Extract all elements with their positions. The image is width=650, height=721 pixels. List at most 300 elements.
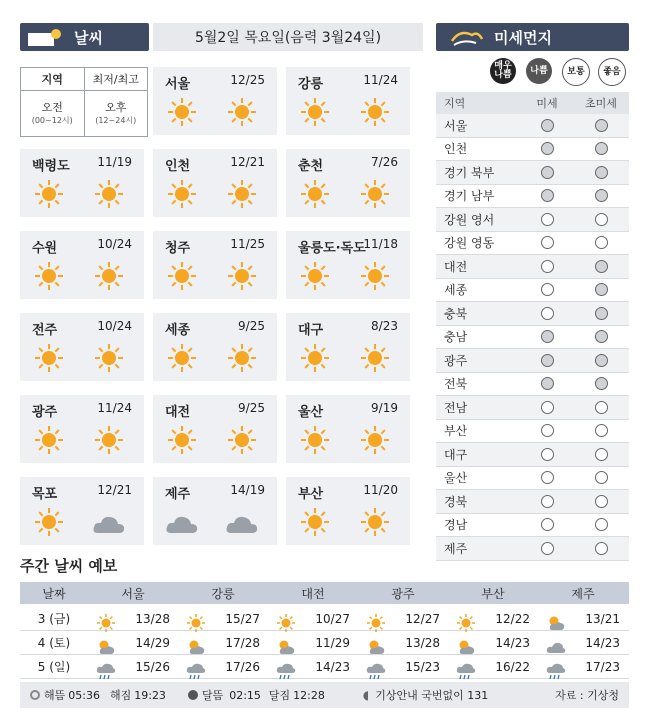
weekly-table-header bbox=[20, 582, 629, 604]
pm10-dot bbox=[541, 236, 554, 249]
city-cell bbox=[286, 149, 410, 217]
legend-pm-label: 오후 bbox=[105, 100, 127, 114]
sunny-icon bbox=[186, 614, 206, 632]
pm25-cell bbox=[574, 448, 628, 461]
dust-level-normal: 보통 bbox=[562, 58, 590, 86]
pm10-dot bbox=[541, 307, 554, 320]
dust-region: 대전 bbox=[444, 259, 468, 274]
city-temp: 10/24 bbox=[97, 237, 132, 251]
city-name: 전주 bbox=[32, 323, 58, 338]
dust-row bbox=[436, 326, 629, 350]
weekly-temp: 15/23 bbox=[405, 659, 440, 674]
dust-row bbox=[436, 373, 629, 397]
city-name: 서울 bbox=[165, 77, 191, 92]
pm25-dot bbox=[595, 260, 608, 273]
pm25-dot bbox=[595, 142, 608, 155]
dust-row bbox=[436, 537, 629, 561]
pm10-cell bbox=[520, 213, 574, 226]
sunny-icon bbox=[167, 425, 197, 455]
weekly-cell bbox=[448, 660, 538, 674]
legend-am-label: 오전 bbox=[41, 100, 63, 114]
city-cell bbox=[286, 477, 410, 545]
pm10-dot bbox=[541, 283, 554, 296]
sunset-label: 해짐 bbox=[109, 689, 132, 702]
dust-col-pm10: 미세 bbox=[536, 97, 558, 110]
cloudy-icon bbox=[92, 513, 126, 535]
weekly-temp: 16/22 bbox=[495, 659, 530, 674]
dust-row bbox=[436, 443, 629, 467]
sunny-icon bbox=[300, 97, 330, 127]
pm10-cell bbox=[520, 354, 574, 367]
pm10-dot bbox=[541, 330, 554, 343]
dust-row bbox=[436, 255, 629, 279]
pm10-dot bbox=[541, 471, 554, 484]
dust-region: 제주 bbox=[444, 541, 468, 556]
dust-row bbox=[436, 279, 629, 303]
city-cell bbox=[153, 477, 277, 545]
city-name: 울산 bbox=[298, 405, 324, 420]
weekly-cell bbox=[88, 612, 178, 626]
weekly-temp: 10/27 bbox=[315, 611, 350, 626]
pm10-cell bbox=[520, 518, 574, 531]
weekly-temp: 12/22 bbox=[495, 611, 530, 626]
city-temp: 10/24 bbox=[97, 319, 132, 333]
dust-region: 강원 영동 bbox=[444, 236, 495, 251]
pm25-cell bbox=[574, 424, 628, 437]
weekly-col-city: 대전 bbox=[301, 586, 325, 601]
city-temp: 11/24 bbox=[363, 73, 398, 87]
pm10-cell bbox=[520, 283, 574, 296]
info-line: 기상안내 국번없이 131 bbox=[375, 689, 489, 702]
sunny-icon bbox=[300, 343, 330, 373]
pm10-cell bbox=[520, 166, 574, 179]
sunny-icon bbox=[227, 343, 257, 373]
weekly-day: 3 (금) bbox=[37, 612, 71, 626]
pm10-cell bbox=[520, 542, 574, 555]
sunny-icon bbox=[360, 261, 390, 291]
pm25-dot bbox=[595, 518, 608, 531]
weekly-temp: 14/29 bbox=[135, 635, 170, 650]
weekly-col-city: 부산 bbox=[481, 586, 505, 601]
dust-row bbox=[436, 396, 629, 420]
pm10-dot bbox=[541, 142, 554, 155]
city-temp: 9/25 bbox=[238, 401, 265, 415]
weekly-temp: 17/28 bbox=[225, 635, 260, 650]
pm10-cell bbox=[520, 495, 574, 508]
weekly-col-date: 날짜 bbox=[42, 586, 66, 601]
sunrise-label: 해뜸 bbox=[44, 689, 66, 702]
pm10-dot bbox=[541, 213, 554, 226]
weekly-temp: 13/21 bbox=[585, 611, 620, 626]
dust-table-header bbox=[436, 92, 629, 114]
partly-icon bbox=[456, 638, 476, 656]
city-temp: 7/26 bbox=[371, 155, 398, 169]
rain-icon bbox=[366, 662, 386, 680]
pm10-cell bbox=[520, 189, 574, 202]
weekly-cell bbox=[178, 636, 268, 650]
sunny-icon bbox=[300, 425, 330, 455]
dust-region: 경기 북부 bbox=[444, 165, 495, 180]
dust-row bbox=[436, 208, 629, 232]
dust-header bbox=[436, 23, 629, 51]
city-cell bbox=[153, 313, 277, 381]
pm25-dot bbox=[595, 471, 608, 484]
sunny-icon bbox=[94, 343, 124, 373]
city-cell bbox=[286, 395, 410, 463]
city-temp: 9/25 bbox=[238, 319, 265, 333]
pm10-dot bbox=[541, 354, 554, 367]
partly-icon bbox=[96, 638, 116, 656]
sunny-icon bbox=[167, 261, 197, 291]
weekly-cell bbox=[538, 612, 628, 626]
city-name: 울릉도·독도 bbox=[298, 241, 366, 256]
pm10-cell bbox=[520, 260, 574, 273]
partly-icon bbox=[546, 614, 566, 632]
pm10-dot bbox=[541, 401, 554, 414]
dust-region: 세종 bbox=[444, 283, 468, 298]
dust-title: 미세먼지 bbox=[494, 28, 552, 47]
pm25-cell bbox=[574, 283, 628, 296]
pm10-cell bbox=[520, 377, 574, 390]
sunny-icon bbox=[227, 179, 257, 209]
pm25-cell bbox=[574, 330, 628, 343]
sunny-icon bbox=[300, 261, 330, 291]
weekly-col-city: 강릉 bbox=[211, 586, 235, 601]
pm25-dot bbox=[595, 401, 608, 414]
pm10-cell bbox=[520, 236, 574, 249]
weekly-temp: 17/26 bbox=[225, 659, 260, 674]
weekly-row bbox=[20, 655, 629, 679]
weekly-row bbox=[20, 631, 629, 655]
dust-table bbox=[436, 92, 629, 561]
city-cell bbox=[20, 313, 144, 381]
sunset-time: 19:23 bbox=[134, 688, 166, 702]
cloudy-icon bbox=[225, 513, 259, 535]
weekly-cell bbox=[448, 612, 538, 626]
city-name: 대전 bbox=[165, 405, 191, 420]
weekly-temp: 14/23 bbox=[495, 635, 530, 650]
dust-col-region: 지역 bbox=[444, 97, 466, 110]
city-temp: 11/25 bbox=[230, 237, 265, 251]
weekly-temp: 14/23 bbox=[315, 659, 350, 674]
pm10-dot bbox=[541, 542, 554, 555]
sunny-icon bbox=[456, 614, 476, 632]
sunny-icon bbox=[360, 343, 390, 373]
pm10-dot bbox=[541, 518, 554, 531]
pm10-cell bbox=[520, 448, 574, 461]
pm25-cell bbox=[574, 401, 628, 414]
dust-row bbox=[436, 302, 629, 326]
pm10-cell bbox=[520, 401, 574, 414]
sunny-icon bbox=[34, 179, 64, 209]
dust-region: 경기 남부 bbox=[444, 189, 495, 204]
sunny-icon bbox=[227, 261, 257, 291]
cloudy-icon bbox=[546, 638, 566, 656]
weather-title: 날씨 bbox=[74, 28, 103, 47]
pm25-dot bbox=[595, 377, 608, 390]
dust-level-very-bad: 매우 나쁨 bbox=[490, 58, 516, 84]
rain-icon bbox=[546, 662, 566, 680]
dust-row bbox=[436, 161, 629, 185]
city-temp: 12/25 bbox=[230, 73, 265, 87]
dust-region: 서울 bbox=[444, 118, 468, 133]
dust-region: 전북 bbox=[444, 377, 468, 392]
city-name: 백령도 bbox=[32, 159, 70, 174]
phone-icon: ◖ bbox=[362, 688, 370, 702]
sunny-icon bbox=[276, 614, 296, 632]
partly-icon bbox=[366, 638, 386, 656]
rain-icon bbox=[96, 662, 116, 680]
dust-row bbox=[436, 514, 629, 538]
pm25-cell bbox=[574, 354, 628, 367]
sunny-icon bbox=[227, 425, 257, 455]
dust-region: 충북 bbox=[444, 306, 468, 321]
city-name: 목포 bbox=[32, 487, 58, 502]
pm25-dot bbox=[595, 213, 608, 226]
pm10-cell bbox=[520, 119, 574, 132]
weekly-temp: 15/27 bbox=[225, 611, 260, 626]
date-line: 5월2일 목요일(음력 3월24일) bbox=[153, 23, 423, 51]
legend-am-sub: (00~12시) bbox=[31, 115, 73, 125]
pm25-cell bbox=[574, 213, 628, 226]
pm25-cell bbox=[574, 260, 628, 273]
weekly-cell bbox=[88, 636, 178, 650]
weekly-temp: 11/29 bbox=[315, 635, 350, 650]
dust-row bbox=[436, 467, 629, 491]
legend-pm-sub: (12~24시) bbox=[95, 115, 137, 125]
dust-level-good: 좋음 bbox=[598, 58, 626, 86]
sunny-icon bbox=[360, 425, 390, 455]
pm10-cell bbox=[520, 471, 574, 484]
footer-bar bbox=[20, 682, 629, 708]
pm25-dot bbox=[595, 166, 608, 179]
sunny-icon bbox=[94, 425, 124, 455]
dust-region: 강원 영서 bbox=[444, 212, 495, 227]
moonset-label: 달짐 bbox=[268, 689, 291, 702]
weekly-cell bbox=[268, 660, 358, 674]
weekly-col-city: 서울 bbox=[121, 586, 145, 601]
pm10-dot bbox=[541, 424, 554, 437]
weekly-cell bbox=[88, 660, 178, 674]
pm25-cell bbox=[574, 189, 628, 202]
city-cell bbox=[153, 67, 277, 135]
city-cell bbox=[286, 231, 410, 299]
pm25-cell bbox=[574, 236, 628, 249]
pm10-dot bbox=[541, 495, 554, 508]
city-cell bbox=[20, 149, 144, 217]
city-name: 청주 bbox=[165, 241, 191, 256]
dust-region: 경북 bbox=[444, 494, 468, 509]
pm25-dot bbox=[595, 330, 608, 343]
dust-row bbox=[436, 420, 629, 444]
city-name: 인천 bbox=[165, 159, 191, 174]
pm25-cell bbox=[574, 142, 628, 155]
dust-row bbox=[436, 232, 629, 256]
city-temp: 11/19 bbox=[97, 155, 132, 169]
dust-region: 부산 bbox=[444, 424, 468, 439]
dust-row bbox=[436, 185, 629, 209]
pm10-cell bbox=[520, 424, 574, 437]
pm25-dot bbox=[595, 307, 608, 320]
city-name: 강릉 bbox=[298, 77, 324, 92]
sunny-icon bbox=[34, 343, 64, 373]
weekly-temp: 13/28 bbox=[135, 611, 170, 626]
pm10-cell bbox=[520, 142, 574, 155]
rain-icon bbox=[456, 662, 476, 680]
weekly-title: 주간 날씨 예보 bbox=[20, 557, 118, 575]
sunny-icon bbox=[94, 179, 124, 209]
city-name: 세종 bbox=[165, 323, 191, 338]
dust-row bbox=[436, 490, 629, 514]
rain-icon bbox=[186, 662, 206, 680]
sunny-icon bbox=[360, 179, 390, 209]
pm25-dot bbox=[595, 236, 608, 249]
city-name: 광주 bbox=[32, 405, 58, 420]
pm25-cell bbox=[574, 377, 628, 390]
sunny-icon bbox=[360, 507, 390, 537]
pm25-cell bbox=[574, 119, 628, 132]
sunny-icon bbox=[300, 179, 330, 209]
pm25-cell bbox=[574, 307, 628, 320]
weekly-cell bbox=[448, 636, 538, 650]
weekly-cell bbox=[358, 660, 448, 674]
dust-level-bad: 나쁨 bbox=[526, 58, 552, 84]
dust-col-pm25: 초미세 bbox=[585, 97, 617, 110]
dust-region: 경남 bbox=[444, 518, 468, 533]
weekly-cell bbox=[538, 636, 628, 650]
partly-icon bbox=[276, 638, 296, 656]
sunny-icon bbox=[366, 614, 386, 632]
city-temp: 8/23 bbox=[371, 319, 398, 333]
city-name: 부산 bbox=[298, 487, 324, 502]
dust-row bbox=[436, 114, 629, 138]
city-name: 제주 bbox=[165, 487, 191, 502]
weekly-cell bbox=[538, 660, 628, 674]
weekly-day: 4 (토) bbox=[37, 636, 71, 650]
pm25-dot bbox=[595, 542, 608, 555]
weekly-temp: 12/27 bbox=[405, 611, 440, 626]
sunny-icon bbox=[167, 179, 197, 209]
weather-logo-icon bbox=[26, 25, 68, 49]
city-temp: 12/21 bbox=[230, 155, 265, 169]
city-name: 수원 bbox=[32, 241, 58, 256]
pm25-dot bbox=[595, 495, 608, 508]
city-cell bbox=[20, 395, 144, 463]
legend-box bbox=[20, 67, 148, 137]
pm10-dot bbox=[541, 448, 554, 461]
legend-minmax: 최저/최고 bbox=[92, 73, 139, 86]
pm25-dot bbox=[595, 119, 608, 132]
pm10-cell bbox=[520, 330, 574, 343]
pm25-cell bbox=[574, 542, 628, 555]
pm10-dot bbox=[541, 189, 554, 202]
dust-region: 울산 bbox=[444, 471, 468, 486]
weekly-temp: 14/23 bbox=[585, 635, 620, 650]
pm10-cell bbox=[520, 307, 574, 320]
pm25-dot bbox=[595, 424, 608, 437]
dust-region: 광주 bbox=[444, 353, 468, 368]
moonrise-label: 달뜸 bbox=[201, 689, 224, 702]
dust-region: 인천 bbox=[444, 142, 468, 157]
dust-row bbox=[436, 349, 629, 373]
legend-region: 지역 bbox=[21, 68, 85, 90]
cloudy-icon bbox=[165, 513, 199, 535]
dust-region: 전남 bbox=[444, 400, 468, 415]
pm10-dot bbox=[541, 166, 554, 179]
pm25-cell bbox=[574, 471, 628, 484]
sunrise-icon bbox=[30, 690, 40, 700]
pm25-cell bbox=[574, 166, 628, 179]
pm25-dot bbox=[595, 283, 608, 296]
legend-pm bbox=[85, 91, 148, 136]
pm25-cell bbox=[574, 495, 628, 508]
legend-am bbox=[21, 91, 85, 136]
sunny-icon bbox=[360, 97, 390, 127]
sunny-icon bbox=[227, 97, 257, 127]
city-name: 대구 bbox=[298, 323, 324, 338]
moonrise-time: 02:15 bbox=[229, 688, 261, 702]
city-temp: 14/19 bbox=[230, 483, 265, 497]
moon-icon bbox=[188, 690, 198, 700]
dust-region: 충남 bbox=[444, 330, 468, 345]
city-temp: 12/21 bbox=[97, 483, 132, 497]
weekly-cell bbox=[358, 612, 448, 626]
city-temp: 11/20 bbox=[363, 483, 398, 497]
weekly-cell bbox=[178, 612, 268, 626]
dust-region: 대구 bbox=[444, 447, 468, 462]
rain-icon bbox=[276, 662, 296, 680]
city-cell bbox=[153, 149, 277, 217]
pm10-dot bbox=[541, 119, 554, 132]
weekly-row bbox=[20, 607, 629, 631]
pm10-dot bbox=[541, 377, 554, 390]
dust-logo-icon bbox=[448, 25, 488, 49]
weekly-col-city: 광주 bbox=[391, 586, 415, 601]
pm25-cell bbox=[574, 518, 628, 531]
weekly-cell bbox=[178, 660, 268, 674]
city-cell bbox=[20, 231, 144, 299]
sunny-icon bbox=[34, 507, 64, 537]
sunny-icon bbox=[34, 425, 64, 455]
sunny-icon bbox=[94, 261, 124, 291]
sunny-icon bbox=[96, 614, 116, 632]
weekly-temp: 15/26 bbox=[135, 659, 170, 674]
weekly-cell bbox=[268, 612, 358, 626]
city-cell bbox=[153, 395, 277, 463]
weekly-day: 5 (일) bbox=[37, 660, 71, 674]
weekly-col-city: 제주 bbox=[571, 586, 595, 601]
sunny-icon bbox=[300, 507, 330, 537]
city-cell bbox=[286, 313, 410, 381]
partly-icon bbox=[186, 638, 206, 656]
dust-row bbox=[436, 138, 629, 162]
sunrise-time: 05:36 bbox=[68, 688, 100, 702]
sunny-icon bbox=[34, 261, 64, 291]
city-cell bbox=[153, 231, 277, 299]
city-temp: 11/18 bbox=[363, 237, 398, 251]
city-cell bbox=[20, 477, 144, 545]
weekly-temp: 13/28 bbox=[405, 635, 440, 650]
source-line: 자료 : 기상청 bbox=[555, 689, 619, 702]
city-cell bbox=[286, 67, 410, 135]
city-temp: 9/19 bbox=[371, 401, 398, 415]
weekly-cell bbox=[268, 636, 358, 650]
weather-header bbox=[20, 23, 149, 51]
sunny-icon bbox=[167, 97, 197, 127]
sunny-icon bbox=[167, 343, 197, 373]
dust-table-body bbox=[436, 114, 629, 561]
weekly-temp: 17/23 bbox=[585, 659, 620, 674]
